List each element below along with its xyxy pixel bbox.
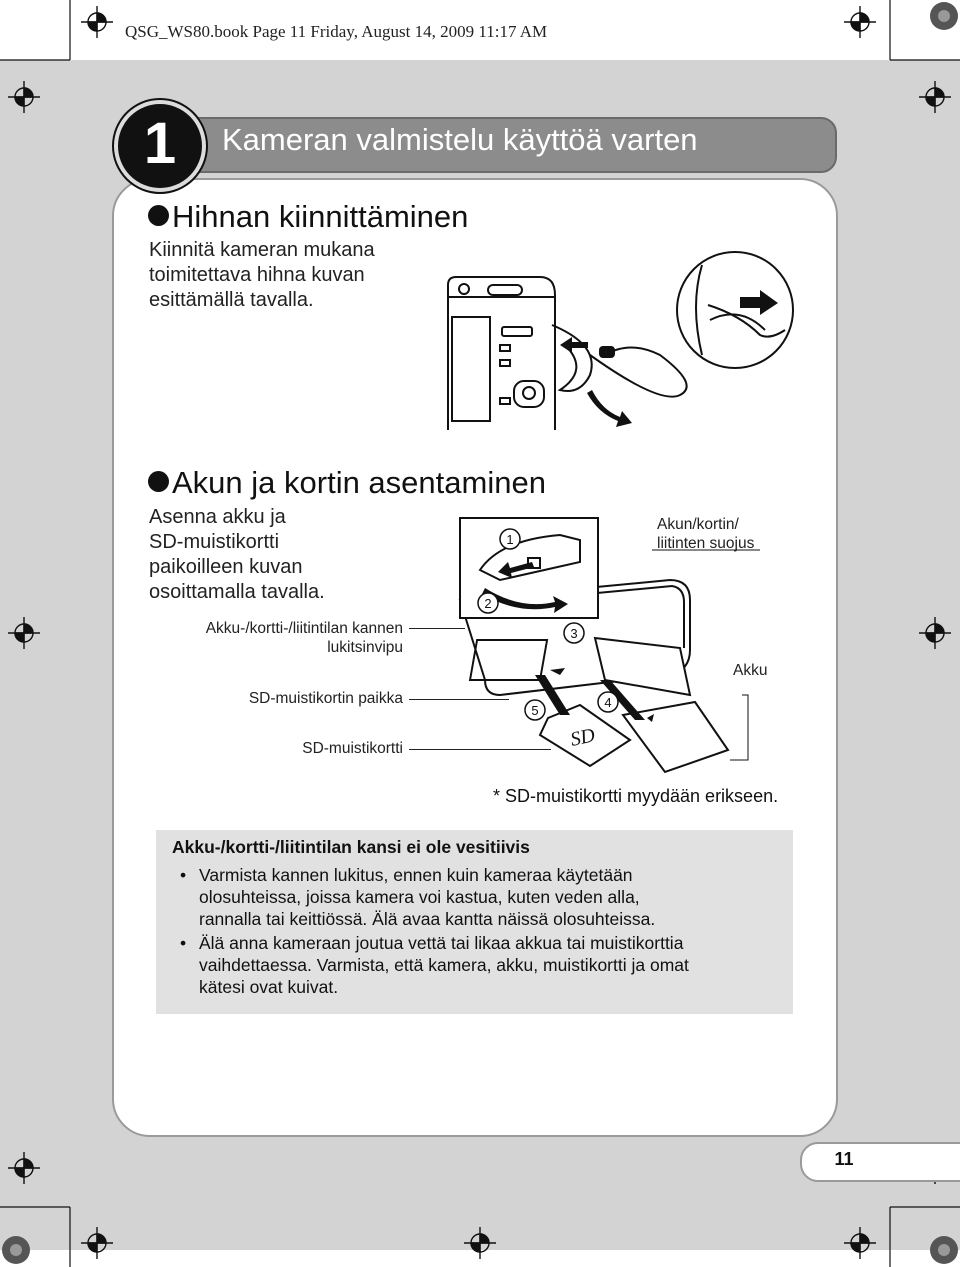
print-header: QSG_WS80.book Page 11 Friday, August 14, 2009 11:17 AM bbox=[125, 22, 548, 41]
label-sd-card: SD-muistikortti bbox=[302, 740, 403, 757]
note-bullet-line: rannalla tai keittiössä. Älä avaa kantta näissä olosuhteissa. bbox=[199, 909, 656, 929]
step-number: 2 bbox=[484, 596, 492, 611]
label-battery: Akku bbox=[733, 662, 768, 679]
section-heading-battery-text: Akun ja kortin asentaminen bbox=[172, 465, 546, 500]
note-bullet bbox=[199, 932, 689, 998]
battery-card-illustration bbox=[440, 510, 760, 780]
section-heading-battery bbox=[148, 464, 546, 502]
step-number: 4 bbox=[604, 695, 612, 710]
battery-instructions bbox=[149, 505, 325, 605]
label-card-slot: SD-muistikortin paikka bbox=[248, 690, 403, 707]
note-bullet bbox=[199, 864, 655, 930]
step-number: 3 bbox=[570, 626, 578, 641]
sd-card-shape bbox=[540, 705, 630, 766]
note-bullet-line: vaihdettaessa. Varmista, että kamera, akku, muistikortti ja omat bbox=[199, 955, 689, 975]
battery-instructions-line: osoittamalla tavalla. bbox=[149, 581, 325, 603]
battery-instructions-line: paikoilleen kuvan bbox=[149, 556, 303, 578]
bullet-dot-icon bbox=[148, 205, 169, 226]
strap-instructions-line: Kiinnitä kameran mukana bbox=[149, 239, 375, 261]
strap-instructions bbox=[149, 238, 375, 313]
page-number: 11 bbox=[834, 1149, 854, 1169]
sd-card-marking: SD bbox=[568, 724, 597, 751]
battery-instructions-line: Asenna akku ja bbox=[149, 506, 286, 528]
warning-note-title: Akku-/kortti-/liitintilan kansi ei ole vesitiivis bbox=[172, 837, 530, 857]
chapter-number: 1 bbox=[143, 111, 177, 176]
strap-illustration bbox=[440, 245, 800, 435]
step-number: 5 bbox=[531, 703, 539, 718]
bullet-dot-icon bbox=[148, 471, 169, 492]
section-heading-strap bbox=[148, 198, 468, 236]
label-lock-lever-line: Akku-/kortti-/liitintilan kannen bbox=[205, 620, 403, 637]
chapter-title: Kameran valmistelu käyttöä varten bbox=[222, 122, 698, 157]
battery-instructions-line: SD-muistikortti bbox=[149, 531, 280, 553]
note-bullet-line: Älä anna kameraan joutua vettä tai likaa akkua tai muistikorttia bbox=[199, 933, 684, 953]
footnote: * SD-muistikortti myydään erikseen. bbox=[493, 786, 779, 806]
bullet-icon: • bbox=[180, 865, 187, 885]
section-heading-strap-text: Hihnan kiinnittäminen bbox=[172, 199, 469, 234]
strap-instructions-line: esittämällä tavalla. bbox=[149, 289, 314, 311]
note-bullet-line: olosuhteissa, joissa kamera voi kastua, kuten veden alla, bbox=[199, 887, 640, 907]
step-number: 1 bbox=[506, 532, 514, 547]
battery-shape bbox=[623, 702, 728, 772]
label-cover-line: Akun/kortin/ bbox=[657, 516, 739, 533]
note-bullet-line: kätesi ovat kuivat. bbox=[199, 977, 339, 997]
label-lock-lever bbox=[150, 619, 403, 657]
label-lock-lever-line: lukitsinvipu bbox=[327, 639, 403, 656]
note-bullet-line: Varmista kannen lukitus, ennen kuin kameraa käytetään bbox=[199, 865, 633, 885]
label-cover-line: liitinten suojus bbox=[657, 535, 755, 552]
strap-instructions-line: toimitettava hihna kuvan bbox=[149, 264, 365, 286]
bullet-icon: • bbox=[180, 933, 187, 953]
